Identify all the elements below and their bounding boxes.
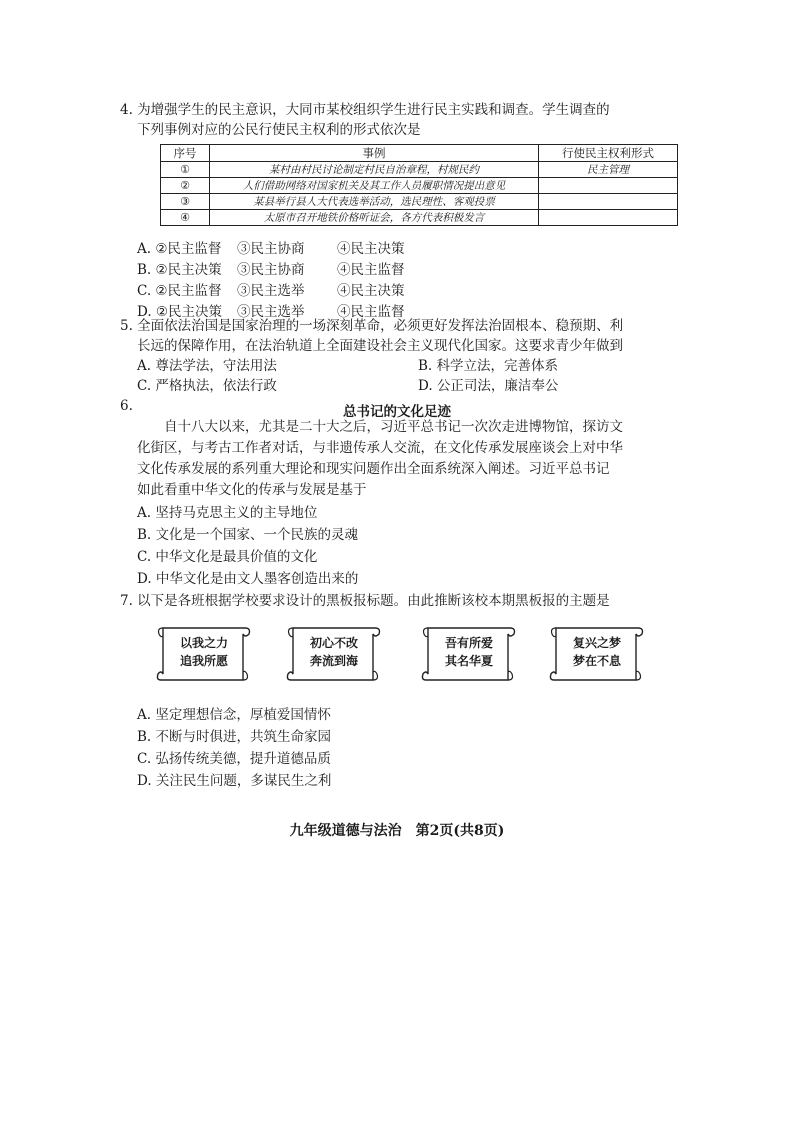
q6-option-c[interactable]: C. 中华文化是最具价值的文化 (137, 549, 318, 565)
col-header-num: 序号 (161, 145, 210, 162)
option-part: A. ②民主监督 (137, 241, 222, 257)
scroll-text (299, 634, 369, 670)
table-header-row (161, 145, 678, 162)
table-row (161, 194, 678, 210)
q7-option-b[interactable]: B. 不断与时俱进，共筑生命家园 (137, 729, 332, 745)
q7-option-d[interactable]: D. 关注民生问题，多谋民生之利 (137, 773, 332, 789)
q6-para-line2: 化街区，与考古工作者对话，与非遗传承人交流，在文化传承发展座谈会上对中华 (137, 440, 623, 456)
q6-option-a[interactable]: A. 坚持马克思主义的主导地位 (137, 505, 318, 521)
table-row (161, 162, 678, 178)
q6-option-d[interactable]: D. 中华文化是由文人墨客创造出来的 (137, 571, 359, 587)
scroll-line1: 以我之力 (179, 636, 228, 650)
table-row (161, 178, 678, 194)
row-event: 某村由村民讨论制定村民自治章程，村规民约 (210, 162, 539, 178)
q6-option-b[interactable]: B. 文化是一个国家、一个民族的灵魂 (137, 527, 359, 543)
q4-option-a[interactable] (137, 237, 405, 257)
q4-option-d[interactable] (137, 300, 405, 320)
q5-stem-line2: 长远的保障作用，在法治轨道上全面建设社会主义现代化国家。这要求青少年做到 (137, 338, 623, 354)
q5-option-b[interactable]: B. 科学立法，完善体系 (418, 358, 559, 374)
scroll-text (562, 634, 632, 670)
row-event: 某县举行县人大代表选举活动，选民理性、客观投票 (210, 194, 539, 210)
q5-option-a[interactable]: A. 尊法学法，守法用法 (137, 358, 277, 374)
q7-option-a[interactable]: A. 坚定理想信念，厚植爱国情怀 (137, 707, 331, 723)
option-part: ④民主决策 (337, 283, 405, 299)
q4-option-b[interactable] (137, 258, 405, 278)
row-form (539, 194, 678, 210)
row-num: ② (161, 178, 210, 194)
q6-para-line1: 自十八大以来，尤其是二十大之后，习近平总书记一次次走进博物馆，探访文 (164, 419, 623, 435)
table-row (161, 210, 678, 226)
row-event: 太原市召开地铁价格听证会，各方代表积极发言 (210, 210, 539, 226)
option-part: ④民主监督 (337, 304, 405, 320)
q6-title: 总书记的文化足迹 (343, 404, 451, 420)
blackboard-title-scroll (155, 622, 251, 686)
row-form: 民主管理 (539, 162, 678, 178)
blackboard-title-scroll (285, 622, 381, 686)
q4-table (160, 144, 678, 226)
q5-stem-line1: 5. 全面依法治国是国家治理的一场深刻革命，必须更好发挥法治固根本、稳预期、利 (120, 318, 624, 334)
q6-para-line4: 如此看重中华文化的传承与发展是基于 (137, 482, 367, 498)
q6-number: 6. (120, 398, 133, 414)
option-part: B. ②民主决策 (137, 262, 222, 278)
q4-stem-line1: 4. 为增强学生的民主意识，大同市某校组织学生进行民主实践和调查。学生调查的 (120, 102, 610, 118)
scroll-line2: 奔流到海 (309, 654, 358, 668)
scroll-line1: 吾有所爱 (444, 636, 493, 650)
option-part: ③民主协商 (237, 262, 305, 278)
q5-option-d[interactable]: D. 公正司法，廉洁奉公 (418, 378, 559, 394)
row-event: 人们借助网络对国家机关及其工作人员履职情况提出意见 (210, 178, 539, 194)
q5-option-c[interactable]: C. 严格执法，依法行政 (137, 378, 277, 394)
option-part: ④民主监督 (337, 262, 405, 278)
blackboard-title-scroll (420, 622, 516, 686)
option-part: ③民主选举 (237, 304, 305, 320)
option-part: ④民主决策 (337, 241, 405, 257)
col-header-event: 事例 (210, 145, 539, 162)
q4-stem-line2: 下列事例对应的公民行使民主权利的形式依次是 (137, 122, 421, 138)
q4-option-c[interactable] (137, 279, 405, 299)
row-form (539, 178, 678, 194)
scroll-text (169, 634, 239, 670)
scroll-line1: 初心不改 (309, 636, 358, 650)
option-part: D. ②民主决策 (137, 304, 223, 320)
scroll-line1: 复兴之梦 (572, 636, 621, 650)
q7-stem: 7. 以下是各班根据学校要求设计的黑板报标题。由此推断该校本期黑板报的主题是 (120, 593, 610, 609)
scroll-line2: 梦在不息 (572, 654, 621, 668)
page-footer: 九年级道德与法治 第2页(共8页) (289, 823, 505, 839)
row-num: ① (161, 162, 210, 178)
row-num: ④ (161, 210, 210, 226)
option-part: C. ②民主监督 (137, 283, 222, 299)
scroll-text (434, 634, 504, 670)
option-part: ③民主选举 (237, 283, 305, 299)
row-form (539, 210, 678, 226)
scroll-line2: 其名华夏 (444, 654, 493, 668)
row-num: ③ (161, 194, 210, 210)
q6-para-line3: 文化传承发展的系列重大理论和现实问题作出全面系统深入阐述。习近平总书记 (137, 461, 610, 477)
col-header-form: 行使民主权利形式 (539, 145, 678, 162)
q7-option-c[interactable]: C. 弘扬传统美德，提升道德品质 (137, 751, 331, 767)
blackboard-title-scroll (548, 622, 644, 686)
scroll-line2: 追我所愿 (179, 654, 228, 668)
option-part: ③民主协商 (237, 241, 305, 257)
